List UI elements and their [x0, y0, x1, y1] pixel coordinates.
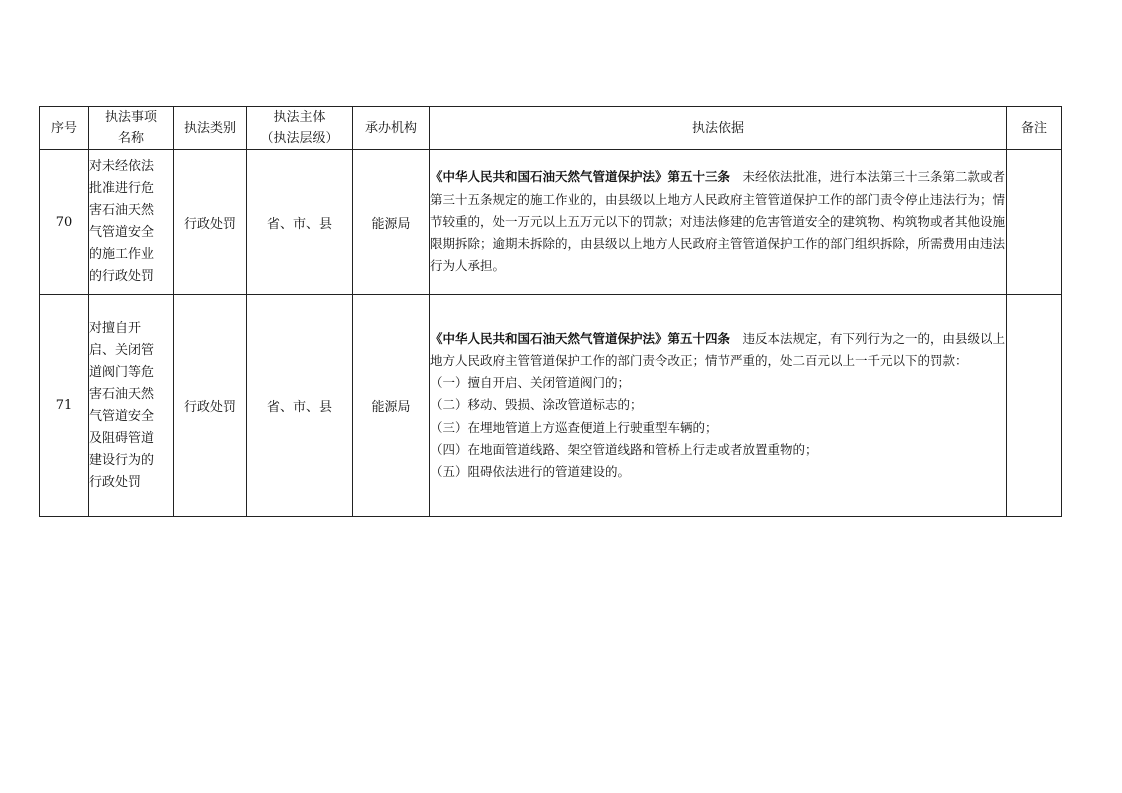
- row-item-name-line: 气管道安全: [89, 225, 155, 240]
- row-basis-title: 《中华人民共和国石油天然气管道保护法》第五十三条: [430, 169, 731, 185]
- header-item-name-line2: 名称: [117, 131, 144, 146]
- row-item-name-line: 气管道安全: [89, 408, 155, 424]
- header-remarks: 备注: [1007, 107, 1062, 150]
- row-basis-item: （五）阻碍依法进行的管道建设的。: [430, 464, 631, 479]
- header-item-name: [89, 107, 174, 150]
- row-basis: [430, 295, 1007, 517]
- table-row: [40, 150, 1062, 295]
- header-subject-line1: 执法主体: [273, 110, 326, 125]
- row-item-name-line: 害石油天然: [89, 386, 155, 402]
- row-basis-item: （三）在埋地管道上方巡查便道上行驶重型车辆的；: [430, 419, 718, 435]
- row-basis: [430, 150, 1007, 295]
- header-agency: 承办机构: [353, 107, 430, 150]
- row-basis-text: 违反本法规定，有下列行为之一的，由县级以上地方人民政府主管管道保护工作的部门责令改正；情节严重的，处二百元以上一千元以下的罚款：: [430, 330, 1006, 368]
- row-item-name-line: 行政处罚: [89, 474, 142, 490]
- row-item-name-line: 对未经依法: [89, 159, 155, 174]
- row-item-name: [89, 295, 174, 517]
- row-basis-item: （四）在地面管道线路、架空管道线路和管桥上行走或者放置重物的；: [430, 441, 818, 457]
- row-basis-paragraph: [430, 328, 1006, 372]
- row-basis-item: （二）移动、毁损、涂改管道标志的；: [430, 397, 643, 413]
- row-category: 行政处罚: [174, 150, 247, 295]
- header-basis: 执法依据: [430, 107, 1007, 150]
- row-seq: 71: [40, 295, 89, 517]
- row-agency: 能源局: [353, 150, 430, 295]
- row-item-name-line: 及阻碍管道: [89, 430, 155, 446]
- row-item-name-line: 批准进行危: [89, 181, 155, 196]
- row-level: 省、市、县: [247, 295, 353, 517]
- row-item-name-line: 启、关闭管: [89, 342, 155, 358]
- header-subject-line2: （执法层级）: [260, 131, 339, 146]
- enforcement-table: [39, 106, 1062, 517]
- row-agency: 能源局: [353, 295, 430, 517]
- row-item-name-line: 对擅自开: [89, 320, 142, 336]
- row-basis-item: （一）擅自开启、关闭管道阀门的；: [430, 375, 631, 391]
- header-category: 执法类别: [174, 107, 247, 150]
- row-item-name-line: 的行政处罚: [89, 269, 155, 284]
- row-item-name-line: 建设行为的: [89, 452, 155, 468]
- row-seq: 70: [40, 150, 89, 295]
- header-subject: [247, 107, 353, 150]
- row-remarks: [1007, 150, 1062, 295]
- row-remarks: [1007, 295, 1062, 517]
- row-item-name-line: 的施工作业: [89, 247, 155, 262]
- row-basis-paragraph: [430, 166, 1006, 277]
- header-seq: 序号: [40, 107, 89, 150]
- row-item-name: [89, 150, 174, 295]
- header-item-name-line1: 执法事项: [104, 110, 157, 125]
- row-level: 省、市、县: [247, 150, 353, 295]
- row-item-name-line: 害石油天然: [89, 203, 155, 218]
- row-basis-text: 未经依法批准，进行本法第三十三条第二款或者第三十五条规定的施工作业的，由县级以上地方人民政府主管管道保护工作的部门责令停止违法行为；情节较重的，处一万元以上五万元以下的罚款；对违法修建的危害管道安全的建筑物、构筑物或者其他设施限期拆除；逾期未拆除的，由县级以上地方人民政府主管管道保护工作的部门组织拆除，所需费用由违法行为人承担。: [430, 169, 1006, 274]
- row-item-name-line: 道阀门等危: [89, 364, 155, 380]
- row-category: 行政处罚: [174, 295, 247, 517]
- table-row: [40, 295, 1062, 517]
- row-basis-title: 《中华人民共和国石油天然气管道保护法》第五十四条: [430, 330, 731, 346]
- table-header-row: [40, 107, 1062, 150]
